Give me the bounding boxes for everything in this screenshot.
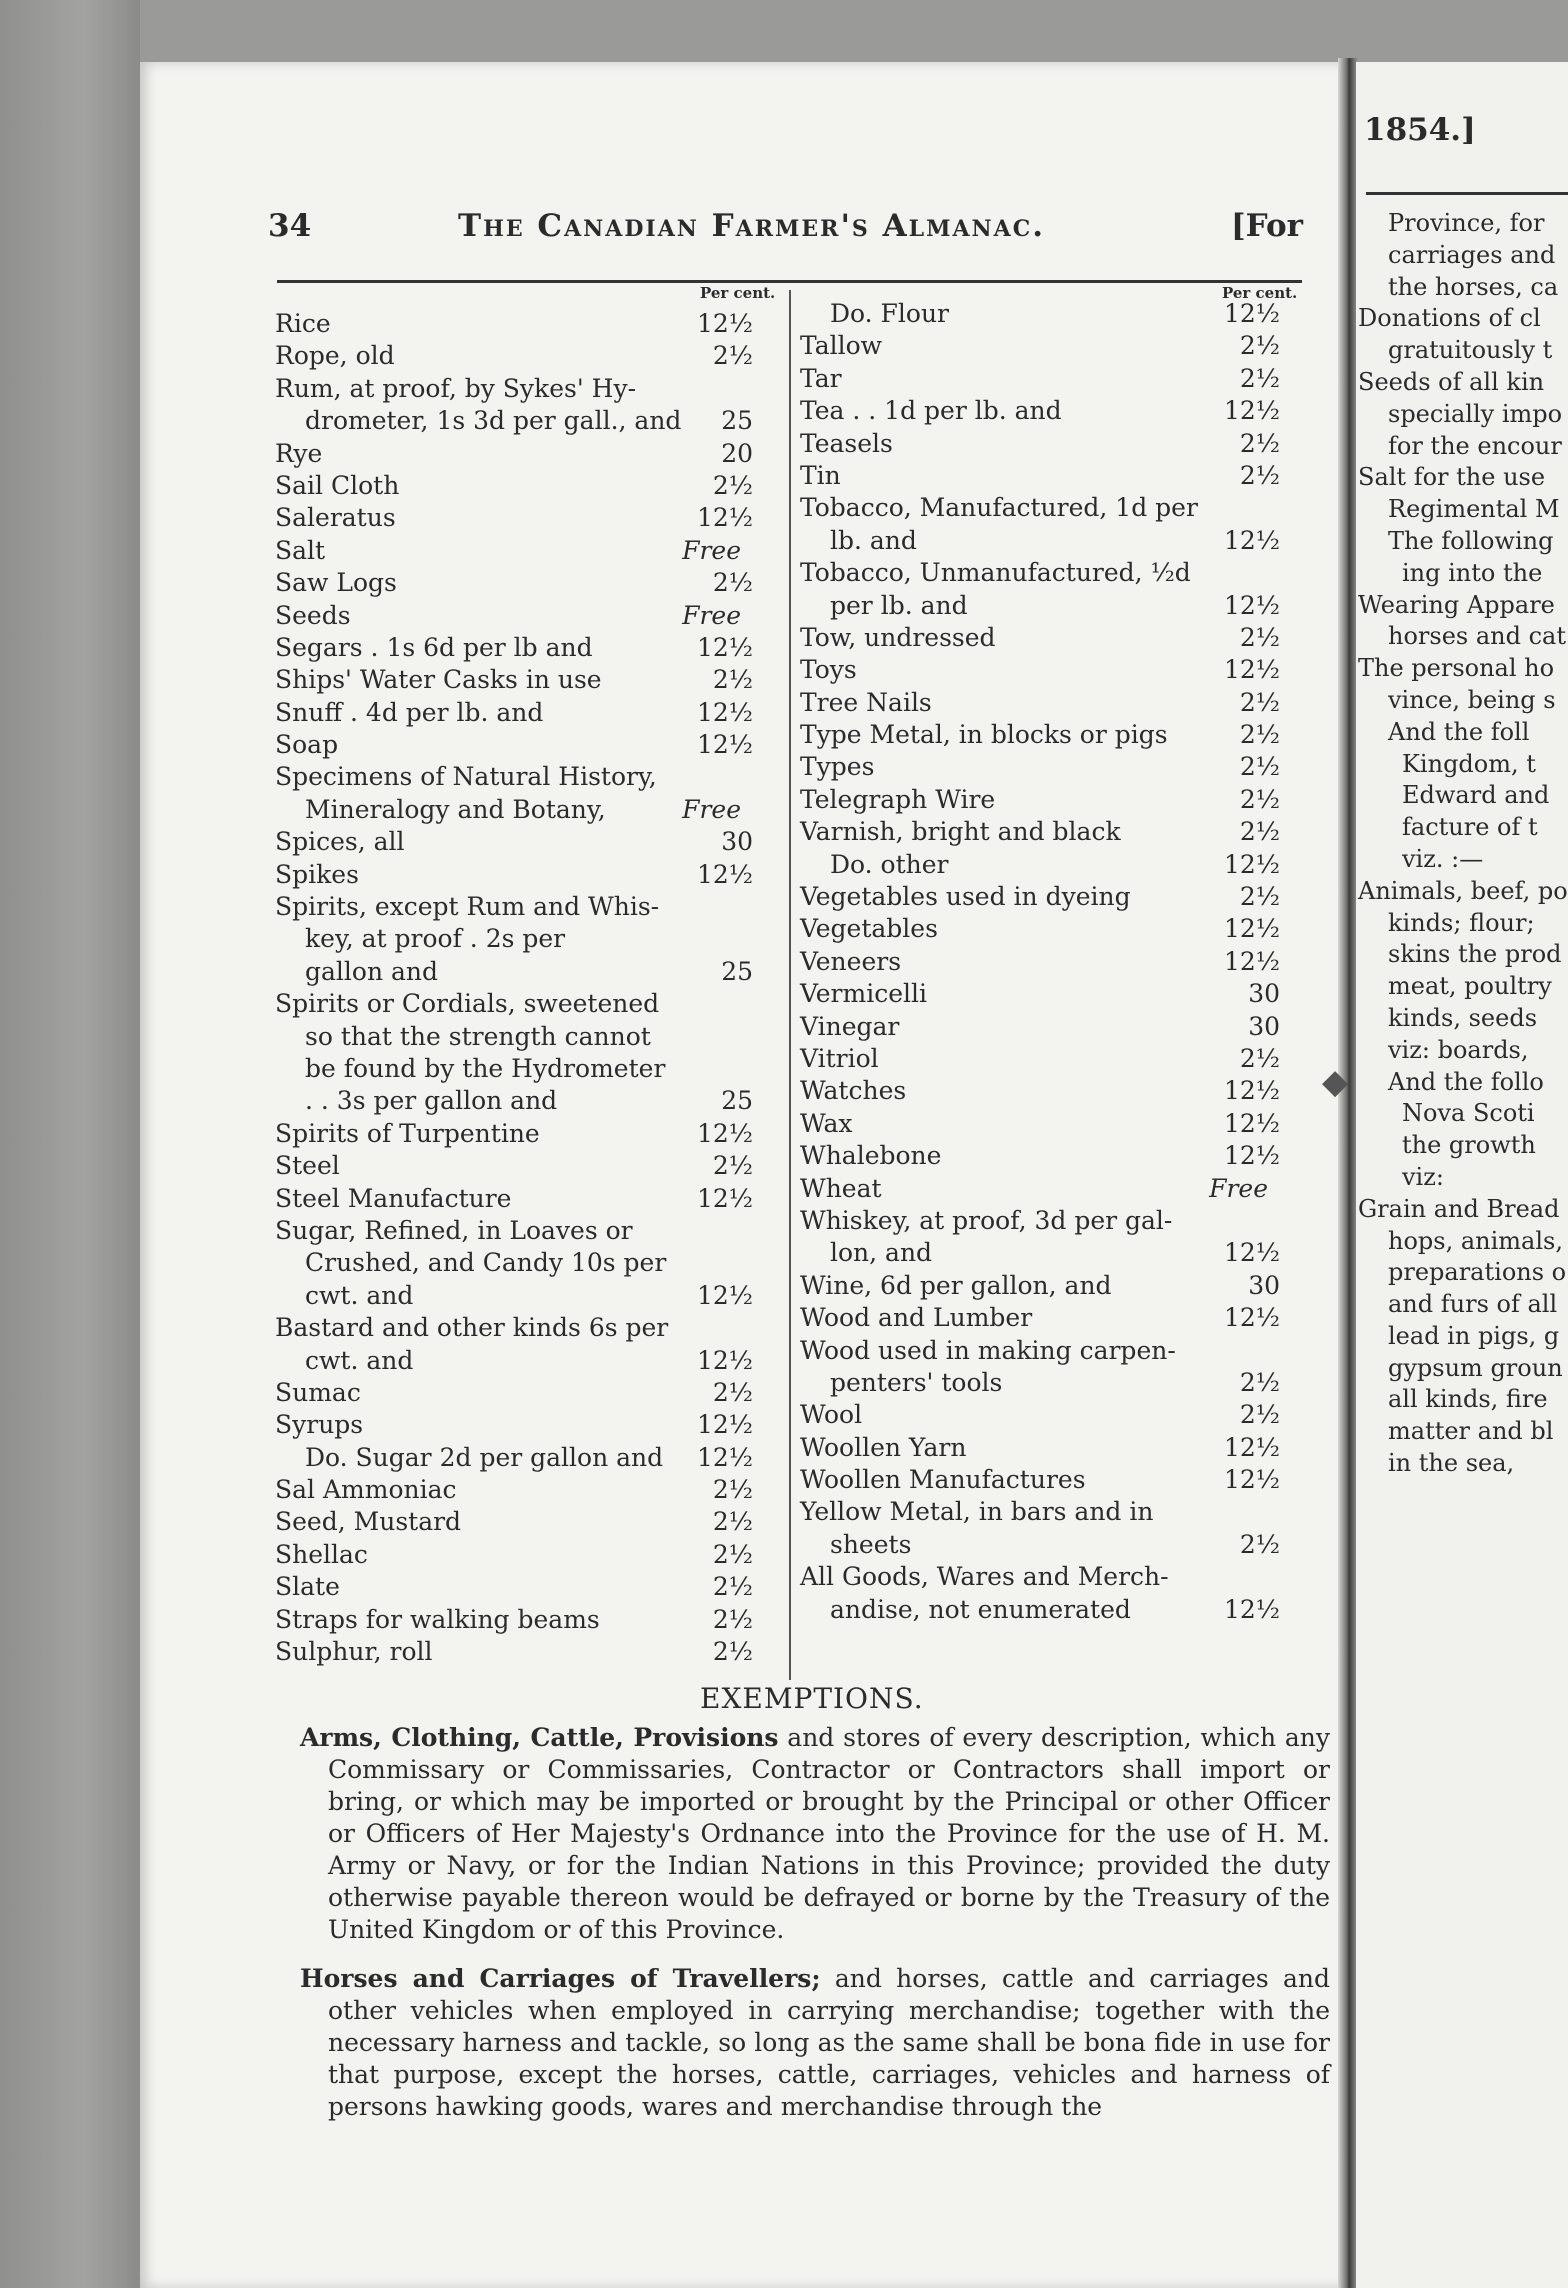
item-name: Watches	[800, 1076, 907, 1106]
item-rate: 12½	[1223, 1303, 1280, 1333]
tariff-row	[275, 1053, 753, 1085]
tariff-row	[800, 428, 1280, 460]
book-spine	[0, 0, 140, 2288]
tariff-row	[275, 1409, 753, 1441]
item-rate: 2½	[712, 341, 753, 371]
running-title-end: [For	[1231, 208, 1303, 244]
item-name: be found by the Hydrometer	[305, 1053, 666, 1083]
tariff-row	[275, 438, 753, 470]
item-rate: 12½	[1223, 655, 1280, 685]
item-rate: 2½	[1239, 784, 1280, 814]
right-page-line: facture of t	[1402, 813, 1538, 842]
item-name: Straps for walking beams	[275, 1604, 600, 1634]
tariff-column-left	[275, 308, 785, 1668]
tariff-row	[800, 1140, 1280, 1172]
margin-mark: ◆	[1322, 1062, 1349, 1102]
tariff-row	[800, 1108, 1280, 1140]
item-name: Sail Cloth	[275, 470, 400, 500]
tariff-row	[275, 1183, 753, 1215]
tariff-row	[275, 567, 753, 599]
item-rate: 12½	[1223, 1238, 1280, 1268]
item-name: Tin	[800, 460, 841, 490]
tariff-row	[275, 1150, 753, 1182]
item-name: Tallow	[800, 331, 883, 361]
tariff-row	[800, 1043, 1280, 1075]
item-name: Crushed, and Candy 10s per	[305, 1248, 667, 1278]
tariff-row	[275, 1571, 753, 1603]
item-name: Do. other	[830, 849, 949, 879]
item-rate: 12½	[1223, 946, 1280, 976]
item-name: Telegraph Wire	[800, 784, 996, 814]
tariff-row	[800, 622, 1280, 654]
item-name: key, at proof . 2s per	[305, 924, 566, 954]
item-name: Soap	[275, 730, 339, 760]
tariff-row	[800, 460, 1280, 492]
item-name: Seeds	[275, 600, 351, 630]
item-name: Vermicelli	[800, 979, 927, 1009]
tariff-row	[800, 1302, 1280, 1334]
tariff-row	[275, 1280, 753, 1312]
right-page-line: Regimental M	[1388, 495, 1560, 524]
item-rate: 2½	[1239, 720, 1280, 750]
item-rate: 12½	[1223, 914, 1280, 944]
item-rate: 12½	[696, 503, 753, 533]
item-name: per lb. and	[830, 590, 968, 620]
right-page-line: viz: boards,	[1388, 1035, 1529, 1064]
tariff-row	[275, 1377, 753, 1409]
book-gutter	[1338, 58, 1358, 2288]
item-name: Do. Flour	[830, 299, 949, 328]
tariff-row	[800, 913, 1280, 945]
item-name: Specimens of Natural History,	[275, 762, 657, 792]
item-name: Ships' Water Casks in use	[275, 665, 602, 695]
right-page	[1356, 62, 1568, 2288]
item-name: Type Metal, in blocks or pigs	[800, 720, 1168, 750]
tariff-row	[800, 1237, 1280, 1269]
item-rate: 30	[1248, 979, 1280, 1009]
header-rule	[277, 280, 1302, 283]
item-rate: 12½	[1223, 396, 1280, 426]
exemptions-heading: EXEMPTIONS.	[700, 1682, 924, 1715]
tariff-row	[800, 978, 1280, 1010]
item-name: Varnish, bright and black	[800, 817, 1121, 847]
item-name: Vitriol	[800, 1043, 879, 1073]
tariff-row	[275, 373, 753, 405]
tariff-row	[800, 525, 1280, 557]
right-page-line: And the follo	[1388, 1067, 1544, 1096]
item-name: Tow, undressed	[800, 622, 996, 652]
tariff-column-right	[800, 298, 1300, 1626]
item-name: lb. and	[830, 525, 917, 555]
item-name: Spirits or Cordials, sweetened	[275, 989, 660, 1019]
item-rate: 2½	[712, 1475, 753, 1505]
tariff-row	[800, 1367, 1280, 1399]
item-rate: 12½	[1223, 1465, 1280, 1495]
right-page-line: The personal ho	[1358, 654, 1555, 683]
column-divider	[789, 290, 791, 1680]
item-name: Wax	[800, 1108, 853, 1138]
tariff-row	[800, 1464, 1280, 1496]
item-rate: 2½	[712, 1539, 753, 1569]
item-name: Sal Ammoniac	[275, 1475, 457, 1505]
item-name: Types	[800, 752, 875, 782]
item-name: Segars . 1s 6d per lb and	[275, 632, 593, 662]
tariff-row	[800, 784, 1280, 816]
item-name: Rum, at proof, by Sykes' Hy-	[275, 373, 637, 403]
item-name: Tar	[800, 363, 842, 393]
tariff-row	[275, 1312, 753, 1344]
item-rate: 2½	[712, 568, 753, 598]
tariff-row	[800, 654, 1280, 686]
tariff-row	[800, 1075, 1280, 1107]
item-name: Veneers	[800, 946, 902, 976]
right-page-line: kinds; flour;	[1388, 908, 1535, 937]
item-rate: 30	[1248, 1011, 1280, 1041]
tariff-row	[800, 946, 1280, 978]
right-page-line: meat, poultry	[1388, 972, 1552, 1001]
right-page-line: Salt for the use	[1358, 463, 1546, 492]
item-rate: 2½	[1239, 752, 1280, 782]
tariff-row	[800, 1173, 1280, 1205]
right-page-line: skins the prod	[1388, 940, 1562, 969]
right-page-line: hops, animals,	[1388, 1226, 1563, 1255]
item-name: Steel Manufacture	[275, 1183, 512, 1213]
item-name: Rope, old	[275, 341, 395, 371]
item-rate: 12½	[696, 1118, 753, 1148]
item-name: Shellac	[275, 1539, 368, 1569]
tariff-row	[800, 590, 1280, 622]
item-name: andise, not enumerated	[830, 1594, 1131, 1624]
item-rate: 12½	[696, 1410, 753, 1440]
item-name: Teasels	[800, 428, 893, 458]
tariff-row	[275, 1539, 753, 1571]
tariff-row	[800, 1594, 1280, 1626]
item-name: Tobacco, Manufactured, 1d per	[800, 493, 1198, 523]
item-rate: 12½	[1223, 1594, 1280, 1624]
item-rate: 30	[721, 827, 753, 857]
item-rate: 2½	[712, 470, 753, 500]
tariff-row	[275, 761, 753, 793]
right-page-line: specially impo	[1388, 399, 1563, 428]
item-name: Syrups	[275, 1410, 364, 1440]
item-name: Wine, 6d per gallon, and	[800, 1270, 1112, 1300]
item-rate: 12½	[696, 309, 753, 338]
page-header	[268, 208, 1303, 248]
tariff-row	[800, 1011, 1280, 1043]
item-name: sheets	[830, 1529, 912, 1559]
item-rate: 2½	[712, 665, 753, 695]
exemption-paragraph-arms	[300, 1722, 1330, 1946]
item-rate: 12½	[1223, 1108, 1280, 1138]
tariff-row	[800, 492, 1280, 524]
tariff-row	[275, 1506, 753, 1538]
right-page-line: ing into the	[1402, 558, 1543, 587]
item-name: Seed, Mustard	[275, 1507, 462, 1537]
running-title: The Canadian Farmer's Almanac.	[458, 208, 1046, 244]
right-page-line: for the encour	[1388, 431, 1562, 460]
item-rate: 2½	[1239, 1367, 1280, 1397]
item-rate: 12½	[1223, 1432, 1280, 1462]
tariff-row	[800, 1335, 1280, 1367]
tariff-row	[275, 664, 753, 696]
item-name: Toys	[800, 655, 857, 685]
item-name: Steel	[275, 1151, 340, 1181]
item-name: Sumac	[275, 1377, 361, 1407]
tariff-row	[275, 340, 753, 372]
right-page-line: Animals, beef, po	[1358, 876, 1568, 905]
right-page-line: Province, for	[1388, 209, 1545, 237]
tariff-row	[800, 1496, 1280, 1528]
right-page-line: viz. :—	[1402, 844, 1484, 873]
right-header-rule	[1366, 192, 1568, 195]
tariff-row	[275, 1442, 753, 1474]
item-rate: 2½	[1239, 331, 1280, 361]
item-rate: 25	[721, 406, 753, 436]
item-name: Wood and Lumber	[800, 1303, 1033, 1333]
item-rate: 12½	[696, 1280, 753, 1310]
right-page-line: And the foll	[1388, 717, 1530, 746]
tariff-row	[800, 687, 1280, 719]
tariff-row	[275, 1604, 753, 1636]
item-name: Salt	[275, 535, 326, 565]
right-page-line: viz:	[1402, 1162, 1444, 1191]
item-name: Woollen Yarn	[800, 1432, 967, 1462]
item-rate: 2½	[1239, 1400, 1280, 1430]
item-name: lon, and	[830, 1238, 933, 1268]
item-name: Wood used in making carpen-	[800, 1335, 1176, 1365]
tariff-row	[800, 1399, 1280, 1431]
item-rate: 12½	[696, 697, 753, 727]
tariff-row	[275, 1021, 753, 1053]
item-name: Vegetables used in dyeing	[800, 882, 1131, 912]
item-rate: 2½	[1239, 428, 1280, 458]
item-name: Do. Sugar 2d per gallon and	[305, 1442, 664, 1472]
item-name: All Goods, Wares and Merch-	[800, 1562, 1169, 1592]
item-rate: 2½	[1239, 687, 1280, 717]
item-rate: 12½	[696, 859, 753, 889]
item-rate: 30	[1248, 1270, 1280, 1300]
tariff-row	[275, 600, 753, 632]
item-note: Free	[682, 794, 741, 824]
tariff-row	[275, 794, 753, 826]
item-name: Woollen Manufactures	[800, 1465, 1086, 1495]
right-page-line: Seeds of all kin	[1358, 367, 1545, 396]
right-page-line: vince, being s	[1388, 685, 1556, 714]
tariff-row	[800, 1561, 1280, 1593]
item-name: Mineralogy and Botany,	[305, 794, 606, 824]
item-rate: 2½	[1239, 363, 1280, 393]
exemption-paragraph-horses	[300, 1963, 1330, 2123]
tariff-row	[275, 859, 753, 891]
right-page-line: gypsum groun	[1388, 1353, 1563, 1382]
right-page-line: Grain and Bread	[1358, 1194, 1560, 1223]
item-note: Free	[1209, 1173, 1268, 1203]
tariff-row	[275, 1215, 753, 1247]
per-cent-heading-left: Per cent.	[700, 284, 776, 302]
exemption-lead-arms: Arms, Clothing, Cattle, Provisions	[300, 1723, 779, 1752]
tariff-row	[800, 816, 1280, 848]
item-rate: 12½	[696, 1183, 753, 1213]
item-rate: 12½	[1223, 525, 1280, 555]
tariff-row	[800, 719, 1280, 751]
right-page-line: The following	[1388, 526, 1554, 555]
right-page-text	[1358, 208, 1568, 1480]
right-page-line: all kinds, fire	[1388, 1385, 1548, 1414]
item-name: Snuff . 4d per lb. and	[275, 697, 544, 727]
tariff-row	[275, 405, 753, 437]
item-rate: 2½	[1239, 622, 1280, 652]
right-page-line: Edward and	[1402, 781, 1550, 810]
item-rate: 2½	[1239, 882, 1280, 912]
tariff-row	[800, 1270, 1280, 1302]
right-page-line: carriages and	[1388, 240, 1556, 269]
tariff-row	[800, 1432, 1280, 1464]
tariff-row	[800, 751, 1280, 783]
item-rate: 2½	[712, 1572, 753, 1602]
right-page-line: kinds, seeds	[1388, 1003, 1538, 1032]
tariff-row	[800, 298, 1280, 330]
right-page-line: the growth	[1402, 1131, 1536, 1160]
item-rate: 25	[721, 956, 753, 986]
tariff-row	[800, 881, 1280, 913]
item-name: Wool	[800, 1400, 863, 1430]
page-number: 34	[268, 208, 312, 244]
item-rate: 12½	[696, 1442, 753, 1472]
exemption-lead-horses: Horses and Carriages of Travellers;	[300, 1964, 821, 1993]
right-page-line: Donations of cl	[1358, 304, 1541, 333]
tariff-row	[275, 956, 753, 988]
item-rate: 12½	[696, 730, 753, 760]
item-rate: 12½	[696, 1345, 753, 1375]
item-rate: 2½	[712, 1151, 753, 1181]
item-name: Whiskey, at proof, 3d per gal-	[800, 1205, 1173, 1235]
tariff-row	[275, 632, 753, 664]
item-name: cwt. and	[305, 1280, 414, 1310]
item-note: Free	[682, 535, 741, 565]
right-page-header: 1854.]	[1364, 112, 1476, 148]
tariff-row	[275, 923, 753, 955]
item-name: Spirits, except Rum and Whis-	[275, 892, 660, 922]
tariff-row	[275, 1247, 753, 1279]
item-name: Sulphur, roll	[275, 1637, 433, 1667]
item-rate: 12½	[1223, 299, 1280, 328]
item-name: Bastard and other kinds 6s per	[275, 1313, 669, 1343]
item-rate: 2½	[712, 1637, 753, 1667]
item-name: cwt. and	[305, 1345, 414, 1375]
item-name: Spices, all	[275, 827, 405, 857]
item-name: penters' tools	[830, 1367, 1003, 1397]
tariff-row	[275, 891, 753, 923]
right-page-line: the horses, ca	[1388, 272, 1559, 301]
tariff-row	[275, 1345, 753, 1377]
item-rate: 2½	[1239, 817, 1280, 847]
item-name: drometer, 1s 3d per gall., and	[305, 406, 682, 436]
right-page-line: matter and bl	[1388, 1417, 1554, 1446]
tariff-row	[275, 535, 753, 567]
tariff-row	[275, 697, 753, 729]
item-rate: 2½	[1239, 1043, 1280, 1073]
item-name: Tobacco, Unmanufactured, ½d	[800, 558, 1191, 588]
item-name: Vinegar	[800, 1011, 900, 1041]
tariff-row	[275, 826, 753, 858]
right-page-line: horses and cat	[1388, 622, 1566, 651]
item-name: Tea . . 1d per lb. and	[800, 396, 1062, 426]
right-page-line: in the sea,	[1388, 1449, 1515, 1478]
item-name: Tree Nails	[800, 687, 932, 717]
item-name: Saleratus	[275, 503, 396, 533]
tariff-row	[275, 988, 753, 1020]
tariff-row	[275, 308, 753, 340]
right-page-line: gratuitously t	[1388, 336, 1553, 365]
item-name: Rye	[275, 438, 323, 468]
item-name: gallon and	[305, 956, 439, 986]
tariff-row	[800, 395, 1280, 427]
item-rate: 12½	[1223, 590, 1280, 620]
item-name: Spikes	[275, 859, 359, 889]
exemption-text-arms: and stores of every description, which any Commissary or Commissaries, Contractor or Contractors shall import or bring, or which may be imported or brought by the Principal or other Officer or Officers of Her Majesty's Ordnance into the Province for the use of H. M. Army or Navy, or for the Indian Nations in this Province; provided the duty otherwise payable thereon would be defrayed or borne by the Treasury of the United Kingdom or of this Province.	[328, 1723, 1330, 1944]
tariff-row	[800, 330, 1280, 362]
item-name: Slate	[275, 1572, 340, 1602]
item-rate: 25	[721, 1086, 753, 1116]
item-rate: 2½	[1239, 460, 1280, 490]
item-name: Saw Logs	[275, 568, 397, 598]
item-name: Vegetables	[800, 914, 938, 944]
item-rate: 12½	[1223, 1076, 1280, 1106]
right-page-line: preparations o	[1388, 1258, 1567, 1287]
right-page-line: Kingdom, t	[1402, 749, 1536, 778]
item-name: so that the strength cannot	[305, 1021, 651, 1051]
exemption-text-horses: and horses, cattle and carriages and other vehicles when employed in carrying merchandise; together with the necessary harness and tackle, so long as the same shall be bona fide in use for that purpose, except the horses, cattle, carriages, vehicles and harness of persons hawking goods, wares and merchandise through the	[328, 1964, 1330, 2121]
item-rate: 2½	[1239, 1529, 1280, 1559]
item-rate: 2½	[712, 1377, 753, 1407]
item-name: Sugar, Refined, in Loaves or	[275, 1215, 633, 1245]
item-rate: 12½	[1223, 849, 1280, 879]
right-page-line: Wearing Appare	[1358, 590, 1555, 619]
tariff-row	[275, 1085, 753, 1117]
tariff-row	[800, 849, 1280, 881]
tariff-row	[800, 1529, 1280, 1561]
per-cent-heading-right: Per cent.	[1222, 284, 1298, 302]
item-name: Rice	[275, 309, 331, 338]
tariff-row	[275, 1118, 753, 1150]
tariff-row	[275, 1636, 753, 1668]
item-name: Whalebone	[800, 1141, 942, 1171]
item-name: Yellow Metal, in bars and in	[800, 1497, 1154, 1527]
item-rate: 12½	[696, 632, 753, 662]
item-name: Wheat	[800, 1173, 882, 1203]
tariff-row	[275, 470, 753, 502]
tariff-row	[800, 557, 1280, 589]
right-page-line: lead in pigs, g	[1388, 1321, 1560, 1350]
item-rate: 2½	[712, 1507, 753, 1537]
tariff-row	[800, 1205, 1280, 1237]
item-rate: 20	[721, 438, 753, 468]
tariff-row	[275, 1474, 753, 1506]
right-page-line: Nova Scoti	[1402, 1099, 1535, 1128]
tariff-row	[800, 363, 1280, 395]
tariff-row	[275, 729, 753, 761]
item-name: Spirits of Turpentine	[275, 1118, 540, 1148]
item-name: . . 3s per gallon and	[305, 1086, 558, 1116]
item-note: Free	[682, 600, 741, 630]
item-rate: 12½	[1223, 1141, 1280, 1171]
right-page-line: and furs of all	[1388, 1290, 1558, 1319]
item-rate: 2½	[712, 1604, 753, 1634]
tariff-row	[275, 502, 753, 534]
